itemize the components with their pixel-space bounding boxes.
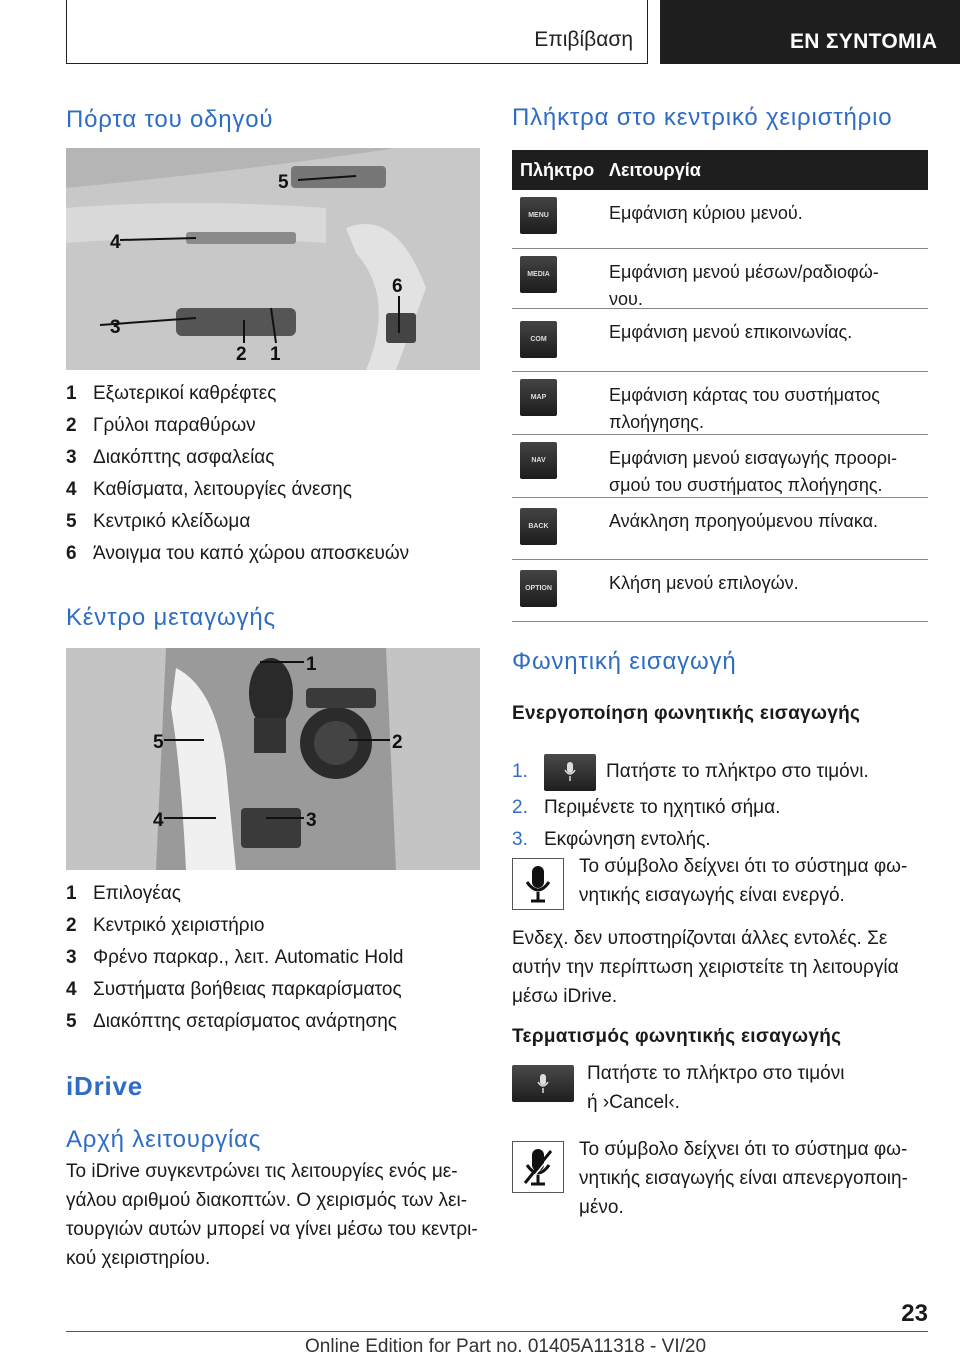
back-key-icon: BACK	[520, 508, 557, 545]
list-item: 3 Φρένο παρκαρ., λειτ. Automatic Hold	[66, 947, 404, 968]
list-item: 1. Πατήστε το πλήκτρο στο τιμόνι.	[512, 752, 869, 792]
door-callout-4: 4	[110, 232, 121, 253]
console-callout-5: 5	[153, 732, 164, 753]
list-item: 3 Διακόπτης ασφαλείας	[66, 447, 275, 468]
idrive-text: Το iDrive συγκεντρώνει τις λειτουργίες ενός με- γάλου αριθμού διακοπτών. Ο χειρισμός των λει- τουργιών αυτών μπορεί να γίνει μέσω του κεντρι- κού χειριστηρίου.	[66, 1161, 478, 1269]
list-item: 1 Εξωτερικοί καθρέφτες	[66, 383, 277, 404]
nav-key-icon: NAV	[520, 442, 557, 479]
page-number: 23	[901, 1300, 928, 1327]
table-row: BACK Ανάκληση προηγούμενου πίνακα.	[512, 498, 928, 560]
table-row: NAV Εμφάνιση μενού εισαγωγής προορι- σμού του συστήματος πλοήγησης.	[512, 435, 928, 498]
voice-activate-heading: Ενεργοποίηση φωνητικής εισαγωγής	[512, 703, 861, 724]
list-item: 5 Κεντρικό κλείδωμα	[66, 511, 251, 532]
door-title: Πόρτα του οδηγού	[66, 106, 274, 133]
media-key-icon: MEDIA	[520, 256, 557, 293]
list-item: 2 Γρύλοι παραθύρων	[66, 415, 256, 436]
door-callout-3: 3	[110, 317, 121, 338]
buttons-title: Πλήκτρα στο κεντρικό χειριστήριο	[512, 104, 893, 131]
voice-inactive-note: Το σύμβολο δείχνει ότι το σύστημα φω- νητικής εισαγωγής είναι απενεργοποιη- μένο.	[579, 1139, 908, 1218]
door-callout-2: 2	[236, 344, 247, 365]
header-tab[interactable]	[660, 0, 960, 64]
table-row: OPTION Κλήση μενού επιλογών.	[512, 560, 928, 622]
door-callout-1: 1	[270, 344, 281, 365]
idrive-title: iDrive	[66, 1071, 144, 1101]
console-photo	[66, 648, 480, 870]
list-item: 1 Επιλογέας	[66, 883, 181, 904]
voice-limit-note: Ενδεχ. δεν υποστηρίζονται άλλες εντολές. Σε αυτήν την περίπτωση χειριστείτε τη λειτουργία μέσω iDrive.	[512, 928, 899, 1007]
idrive-subtitle: Αρχή λειτουργίας	[66, 1126, 262, 1153]
buttons-table	[512, 150, 928, 622]
footer-divider	[66, 1331, 928, 1332]
voice-inactive-icon	[512, 1141, 564, 1193]
list-item: 2 Κεντρικό χειριστήριο	[66, 915, 265, 936]
list-item: 3. Εκφώνηση εντολής.	[512, 829, 711, 850]
header-tab-label: ΕΝ ΣΥΝΤΟΜΙΑ	[790, 30, 938, 53]
voice-end-text: Πατήστε το πλήκτρο στο τιμόνι ή ›Cancel‹.	[587, 1063, 845, 1113]
option-key-icon: OPTION	[520, 570, 557, 607]
list-item: 5 Διακόπτης σεταρίσματος ανάρτησης	[66, 1011, 397, 1032]
console-callout-1: 1	[306, 654, 317, 675]
com-key-icon: COM	[520, 321, 557, 358]
voice-end-heading: Τερματισμός φωνητικής εισαγωγής	[512, 1026, 842, 1047]
col-header-key: Πλήκτρο	[520, 159, 595, 180]
console-callout-3: 3	[306, 810, 317, 831]
console-callout-2: 2	[392, 732, 403, 753]
console-legend	[66, 878, 403, 1038]
table-row: MENU Εμφάνιση κύριου μενού.	[512, 190, 928, 249]
menu-key-icon: MENU	[520, 197, 557, 234]
door-callout-6: 6	[392, 276, 403, 297]
voice-key-icon	[544, 754, 596, 791]
voice-active-icon	[512, 858, 564, 910]
list-item: 4 Καθίσματα, λειτουργίες άνεσης	[66, 479, 352, 500]
list-item: 2. Περιμένετε το ηχητικό σήμα.	[512, 797, 781, 818]
table-row: COM Εμφάνιση μενού επικοινωνίας.	[512, 309, 928, 372]
list-item: 4 Συστήματα βοήθειας παρκαρίσματος	[66, 979, 402, 1000]
voice-cancel-key-icon	[512, 1065, 574, 1102]
console-callout-4: 4	[153, 810, 164, 831]
door-callout-5: 5	[278, 172, 289, 193]
footer-edition: Online Edition for Part no. 01405A11318 - VI/20	[305, 1336, 707, 1357]
console-title: Κέντρο μεταγωγής	[66, 604, 276, 631]
header-section-label: Επιβίβαση	[534, 28, 633, 51]
header-section-box	[66, 0, 648, 64]
map-key-icon: MAP	[520, 379, 557, 416]
list-item: 6 Άνοιγμα του καπό χώρου αποσκευών	[66, 543, 410, 564]
table-header	[512, 150, 928, 190]
voice-steps	[512, 752, 869, 856]
table-row: MAP Εμφάνιση κάρτας του συστήματος πλοήγησης.	[512, 372, 928, 435]
table-row: MEDIA Εμφάνιση μενού μέσων/ραδιοφώ- νου.	[512, 249, 928, 309]
col-header-function: Λειτουργία	[609, 159, 701, 180]
door-legend	[66, 378, 409, 570]
voice-title: Φωνητική εισαγωγή	[512, 648, 737, 675]
voice-active-note: Το σύμβολο δείχνει ότι το σύστημα φω- νητικής εισαγωγής είναι ενεργό.	[579, 856, 908, 906]
door-photo	[66, 148, 480, 370]
